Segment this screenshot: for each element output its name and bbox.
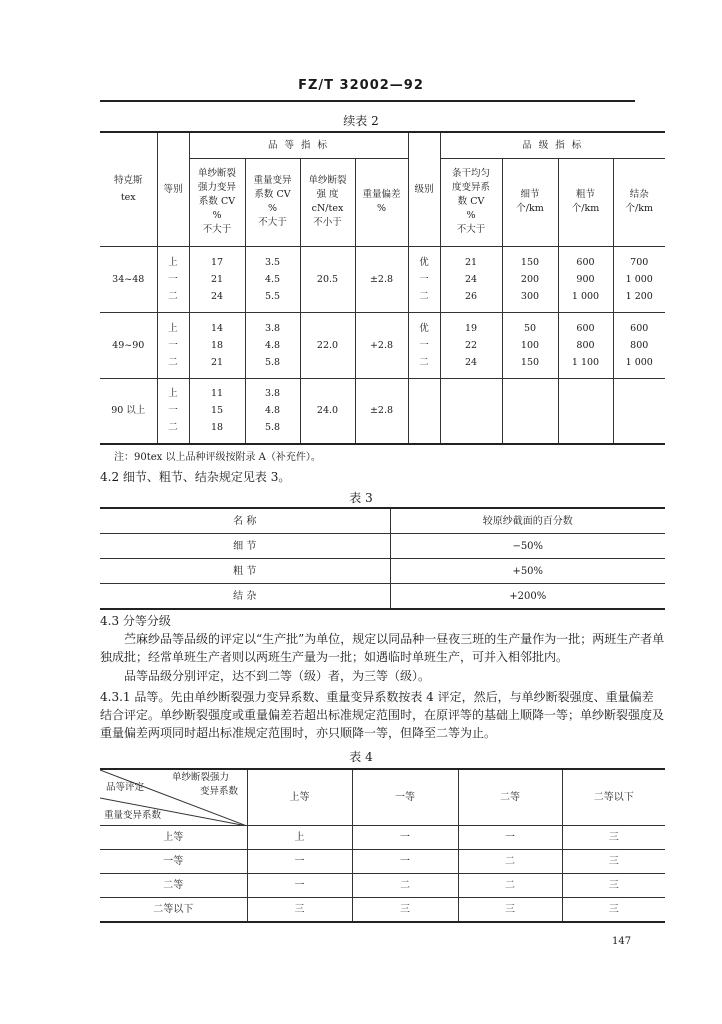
table4-header: 二等以下 bbox=[562, 769, 665, 825]
cv-strength-cell-value: 17 bbox=[210, 256, 224, 268]
table4-row-label: 一等 bbox=[100, 849, 247, 873]
grade-group-header: 品 级 指 标 bbox=[440, 132, 665, 158]
thin-cell-value: 200 bbox=[520, 273, 540, 285]
cv-weight-cell-value: 4.5 bbox=[264, 273, 281, 285]
col-ji-header: 级别 bbox=[408, 132, 440, 246]
deng-cell-value: 一 bbox=[168, 339, 178, 351]
standard-code: FZ/T 32002—92 bbox=[298, 78, 424, 93]
table4-header: 一等 bbox=[352, 769, 458, 825]
deng-cell bbox=[157, 312, 189, 378]
ji-cell-value: 二 bbox=[419, 356, 429, 368]
table4-cell: 一 bbox=[247, 849, 352, 873]
cv-weight-cell bbox=[245, 246, 300, 312]
cv-even-cell bbox=[440, 378, 502, 444]
nep-cell-value: 700 bbox=[630, 256, 649, 268]
cv-even-cell bbox=[440, 246, 502, 312]
weight-dev-cell: ±2.8 bbox=[355, 246, 408, 312]
table4-row-label: 上等 bbox=[100, 825, 247, 849]
table3-percent-cell: +50% bbox=[390, 559, 665, 584]
cv-even-cell-value: 24 bbox=[464, 356, 478, 368]
paragraph-grade-separate: 品等品级分别评定，达不到二等（级）者，为三等（级）。 bbox=[124, 669, 431, 683]
deng-cell bbox=[157, 246, 189, 312]
thin-cell-value: 100 bbox=[520, 339, 540, 351]
thick-cell bbox=[558, 378, 613, 444]
cv-strength-cell bbox=[189, 246, 245, 312]
table4-cell: 三 bbox=[562, 873, 665, 897]
table4-row bbox=[100, 825, 665, 849]
table2 bbox=[100, 131, 665, 445]
ji-cell-value: 二 bbox=[419, 290, 429, 302]
ji-cell bbox=[408, 246, 440, 312]
cv-strength-cell-value: 21 bbox=[210, 273, 224, 285]
thick-cell bbox=[558, 246, 613, 312]
deng-cell-value: 一 bbox=[168, 405, 178, 417]
nep-cell-value: 1 000 bbox=[625, 356, 653, 368]
cv-even-cell-value: 19 bbox=[464, 322, 478, 334]
table4-caption: 表 4 bbox=[349, 750, 373, 764]
thin-cell-value: 300 bbox=[520, 290, 540, 302]
thin-cell-value: 150 bbox=[520, 256, 540, 268]
table4-cell: 三 bbox=[458, 897, 562, 922]
table3-row bbox=[100, 534, 665, 559]
cv-even-cell-value: 26 bbox=[464, 290, 478, 302]
nep-cell-value: 1 200 bbox=[625, 290, 653, 302]
table4-cell: 一 bbox=[352, 849, 458, 873]
thin-cell bbox=[502, 246, 558, 312]
cv-weight-cell-value: 3.8 bbox=[264, 388, 281, 400]
table3-row bbox=[100, 584, 665, 610]
table3-name-cell: 粗 节 bbox=[100, 559, 390, 584]
table4-cell: 二 bbox=[352, 873, 458, 897]
corner-label-top2: 变异系数 bbox=[200, 786, 239, 797]
cv-strength-cell-value: 18 bbox=[210, 339, 224, 351]
table4-cell: 一 bbox=[247, 873, 352, 897]
nep-cell-value: 600 bbox=[630, 322, 649, 334]
cv-even-cell bbox=[440, 312, 502, 378]
thin-cell bbox=[502, 312, 558, 378]
col-cv-strength-header: 单纱断裂 强力变异 系数 CV % 不大于 bbox=[189, 158, 245, 246]
cv-weight-cell-value: 4.8 bbox=[264, 405, 281, 417]
table4-cell: 二 bbox=[458, 849, 562, 873]
strength-cell: 20.5 bbox=[300, 246, 355, 312]
cv-strength-cell-value: 15 bbox=[210, 405, 224, 417]
cv-strength-cell-value: 14 bbox=[210, 322, 224, 334]
deng-cell-value: 上 bbox=[168, 256, 178, 268]
nep-cell bbox=[613, 312, 665, 378]
col-thin-header: 细节 个/km bbox=[502, 158, 558, 246]
col-deng-header: 等别 bbox=[157, 132, 189, 246]
col-spec-header: 特克斯 tex bbox=[100, 132, 157, 246]
table4-cell: 一 bbox=[352, 825, 458, 849]
table2-caption: 续表 2 bbox=[343, 114, 379, 128]
col-nep-header: 结杂 个/km bbox=[613, 158, 665, 246]
spec-cell: 90 以上 bbox=[100, 378, 157, 444]
cv-strength-cell-value: 24 bbox=[210, 290, 224, 302]
cv-strength-cell-value: 11 bbox=[210, 388, 224, 400]
cv-even-cell-value: 22 bbox=[464, 339, 478, 351]
table3-header: 较原纱截面的百分数 bbox=[390, 508, 665, 534]
deng-cell-value: 二 bbox=[168, 422, 178, 434]
table4-cell: 三 bbox=[247, 897, 352, 922]
table4-header: 二等 bbox=[458, 769, 562, 825]
table3-percent-cell: +200% bbox=[390, 584, 665, 610]
paragraph-lot-definition: 苎麻纱品等品级的评定以“生产批”为单位，规定以同品种一昼夜三班的生产量作为一批；两班生产者单独成批；经常单班生产者则以两班生产量为一批；如遇临时单班生产，可并入相邻批内。 bbox=[100, 632, 665, 664]
deng-cell-value: 一 bbox=[168, 273, 178, 285]
ji-cell-value: 一 bbox=[419, 339, 429, 351]
thin-cell-value: 50 bbox=[523, 322, 537, 334]
weight-dev-cell: ±2.8 bbox=[355, 378, 408, 444]
table3 bbox=[100, 507, 665, 610]
page-number: 147 bbox=[612, 936, 632, 947]
cv-strength-cell-value: 18 bbox=[210, 422, 224, 434]
spec-cell: 34~48 bbox=[100, 246, 157, 312]
cv-strength-cell-value: 21 bbox=[210, 356, 224, 368]
col-strength-header: 单纱断裂 强 度 cN/tex 不小于 bbox=[300, 158, 355, 246]
deng-cell-value: 上 bbox=[168, 388, 178, 400]
table3-row bbox=[100, 559, 665, 584]
table3-percent-cell: −50% bbox=[390, 534, 665, 559]
table2-row-group bbox=[100, 312, 665, 378]
corner-label-top: 单纱断裂强力 bbox=[172, 772, 230, 783]
cv-weight-cell-value: 4.8 bbox=[264, 339, 281, 351]
thick-cell-value: 800 bbox=[576, 339, 595, 351]
thin-cell bbox=[502, 378, 558, 444]
table4-cell: 上 bbox=[247, 825, 352, 849]
table3-name-cell: 结 杂 bbox=[100, 584, 390, 610]
cv-strength-cell bbox=[189, 378, 245, 444]
spec-cell: 49~90 bbox=[100, 312, 157, 378]
thick-cell-value: 900 bbox=[576, 273, 595, 285]
header-rule bbox=[100, 100, 635, 102]
deng-cell-value: 二 bbox=[168, 290, 178, 302]
nep-cell-value: 1 000 bbox=[625, 273, 653, 285]
cv-weight-cell-value: 5.8 bbox=[264, 422, 281, 434]
table4-header: 上等 bbox=[247, 769, 352, 825]
paragraph-4-3-1: 4.3.1 品等。先由单纱断裂强力变异系数、重量变异系数按表 4 评定，然后，与单纱断裂强度、重量偏差结合评定。单纱断裂强度或重量偏差若超出标准规定范围时，在原评等的基础上顺降一等；单纱断裂强度及重量偏差两项同时超出标准规定范围时，亦只顺降一等，但降至二等为止。 bbox=[100, 690, 665, 740]
table3-header-row bbox=[100, 508, 665, 534]
ji-cell-value: 优 bbox=[419, 256, 429, 268]
table4-row-label: 二等以下 bbox=[100, 897, 247, 922]
nep-cell bbox=[613, 246, 665, 312]
thin-cell-value: 150 bbox=[520, 356, 540, 368]
cv-weight-cell-value: 3.8 bbox=[264, 322, 281, 334]
table4-row bbox=[100, 897, 665, 922]
ji-cell bbox=[408, 312, 440, 378]
section-4-2: 4.2 细节、粗节、结杂规定见表 3。 bbox=[100, 470, 291, 484]
table3-name-cell: 细 节 bbox=[100, 534, 390, 559]
corner-label-bottom: 重量变异系数 bbox=[104, 810, 162, 821]
nep-cell bbox=[613, 378, 665, 444]
table2-row-group bbox=[100, 246, 665, 312]
table3-caption: 表 3 bbox=[349, 491, 373, 505]
table4-cell: 三 bbox=[562, 825, 665, 849]
cv-strength-cell bbox=[189, 312, 245, 378]
table4-cell: 一 bbox=[458, 825, 562, 849]
ji-cell bbox=[408, 378, 440, 444]
corner-label-mid: 品等评定 bbox=[106, 782, 145, 793]
nep-cell-value: 800 bbox=[630, 339, 649, 351]
thick-cell-value: 1 000 bbox=[571, 290, 600, 302]
col-cv-weight-header: 重量变异 系数 CV % 不大于 bbox=[245, 158, 300, 246]
thick-cell-value: 1 100 bbox=[571, 356, 600, 368]
cv-weight-cell bbox=[245, 312, 300, 378]
table4-cell: 三 bbox=[562, 849, 665, 873]
cv-weight-cell-value: 5.8 bbox=[264, 356, 281, 368]
cv-even-cell-value: 24 bbox=[464, 273, 478, 285]
deng-cell bbox=[157, 378, 189, 444]
cv-weight-cell-value: 3.5 bbox=[264, 256, 281, 268]
table2-row-group bbox=[100, 378, 665, 444]
cv-even-cell-value: 21 bbox=[464, 256, 478, 268]
strength-cell: 22.0 bbox=[300, 312, 355, 378]
table4-cell: 三 bbox=[562, 897, 665, 922]
strength-cell: 24.0 bbox=[300, 378, 355, 444]
table4-cell: 二 bbox=[458, 873, 562, 897]
table4-corner-cell bbox=[100, 769, 247, 825]
thick-cell-value: 600 bbox=[576, 256, 595, 268]
col-cv-even-header: 条干均匀 度变异系 数 CV % 不大于 bbox=[440, 158, 502, 246]
thick-cell bbox=[558, 312, 613, 378]
section-4-3: 4.3 分等分级 bbox=[100, 614, 171, 628]
ji-cell-value: 一 bbox=[419, 273, 429, 285]
quality-group-header: 品 等 指 标 bbox=[189, 132, 408, 158]
table4-row bbox=[100, 849, 665, 873]
cv-weight-cell bbox=[245, 378, 300, 444]
weight-dev-cell: +2.8 bbox=[355, 312, 408, 378]
table3-header: 名 称 bbox=[100, 508, 390, 534]
col-thick-header: 粗节 个/km bbox=[558, 158, 613, 246]
table4-row bbox=[100, 873, 665, 897]
table4 bbox=[100, 768, 665, 923]
table4-row-label: 二等 bbox=[100, 873, 247, 897]
thick-cell-value: 600 bbox=[576, 322, 595, 334]
table4-cell: 三 bbox=[352, 897, 458, 922]
table2-note: 注：90tex 以上品种评级按附录 A（补充件）。 bbox=[114, 452, 321, 463]
cv-weight-cell-value: 5.5 bbox=[264, 290, 281, 302]
ji-cell-value: 优 bbox=[419, 322, 429, 334]
deng-cell-value: 上 bbox=[168, 322, 178, 334]
col-weight-dev-header: 重量偏差 % bbox=[355, 158, 408, 246]
deng-cell-value: 二 bbox=[168, 356, 178, 368]
